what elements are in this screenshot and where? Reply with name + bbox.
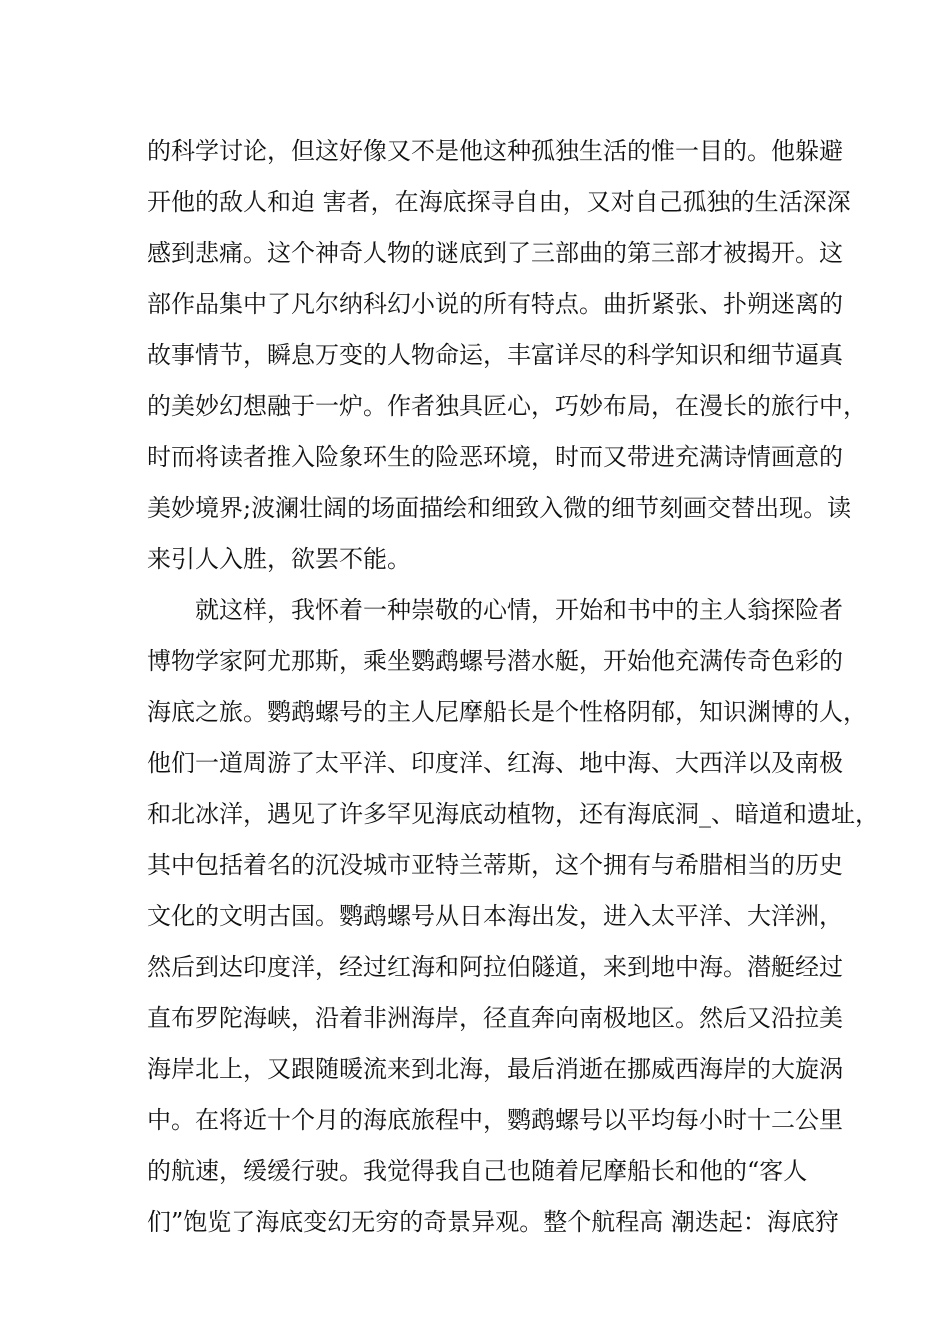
- text-line: 开他的敌人和迫 害者，在海底探寻自由，又对自己孤独的生活深深: [147, 188, 851, 216]
- text-line: 部作品集中了凡尔纳科幻小说的所有特点。曲折紧张、扑朔迷离的: [147, 290, 843, 318]
- text-line: 他们一道周游了太平洋、印度洋、红海、地中海、大西洋以及南极: [147, 749, 843, 777]
- text-line: 海岸北上，又跟随暖流来到北海，最后消逝在挪威西海岸的大旋涡: [147, 1055, 843, 1083]
- text-line: 们”饱览了海底变幻无穷的奇景异观。整个航程高 潮迭起：海底狩: [147, 1208, 839, 1236]
- text-line: 的美妙幻想融于一炉。作者独具匠心，巧妙布局，在漫长的旅行中，: [147, 392, 867, 420]
- text-line: 美妙境界;波澜壮阔的场面描绘和细致入微的细节刻画交替出现。读: [147, 494, 852, 522]
- text-line: 时而将读者推入险象环生的险恶环境，时而又带进充满诗情画意的: [147, 443, 843, 471]
- text-line: 中。在将近十个月的海底旅程中，鹦鹉螺号以平均每小时十二公里: [147, 1106, 843, 1134]
- text-line: 来引人入胜，欲罢不能。: [147, 545, 411, 573]
- text-line: 感到悲痛。这个神奇人物的谜底到了三部曲的第三部才被揭开。这: [147, 239, 843, 267]
- text-line: 的航速，缓缓行驶。我觉得我自己也随着尼摩船长和他的“客人: [147, 1157, 808, 1185]
- text-line: 的科学讨论，但这好像又不是他这种孤独生活的惟一目的。他躲避: [147, 137, 843, 165]
- text-line: 和北冰洋，遇见了许多罕见海底动植物，还有海底洞_、暗道和遗址，: [147, 800, 879, 828]
- text-line: 故事情节，瞬息万变的人物命运，丰富详尽的科学知识和细节逼真: [147, 341, 843, 369]
- text-line: 文化的文明古国。鹦鹉螺号从日本海出发，进入太平洋、大洋洲，: [147, 902, 843, 930]
- paragraph-first-line: 就这样，我怀着一种崇敬的心情，开始和书中的主人翁探险者: [195, 596, 843, 624]
- text-line: 其中包括着名的沉没城市亚特兰蒂斯，这个拥有与希腊相当的历史: [147, 851, 843, 879]
- text-line: 海底之旅。鹦鹉螺号的主人尼摩船长是个性格阴郁，知识渊博的人，: [147, 698, 867, 726]
- text-line: 然后到达印度洋，经过红海和阿拉伯隧道，来到地中海。潜艇经过: [147, 953, 843, 981]
- text-line: 直布罗陀海峡，沿着非洲海岸，径直奔向南极地区。然后又沿拉美: [147, 1004, 843, 1032]
- text-line: 博物学家阿尤那斯，乘坐鹦鹉螺号潜水艇，开始他充满传奇色彩的: [147, 647, 843, 675]
